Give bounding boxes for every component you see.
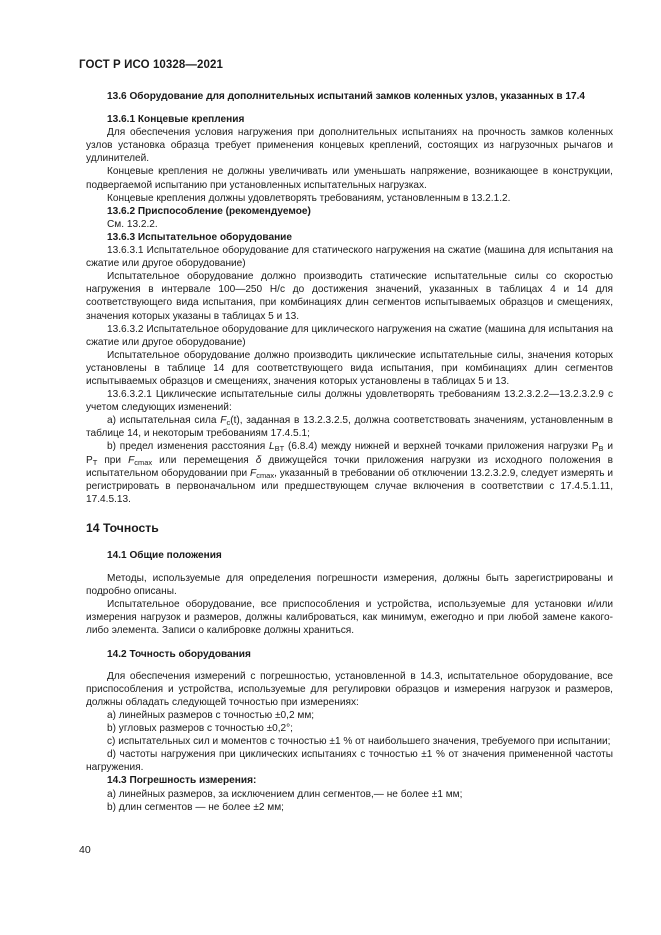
paragraph: Для обеспечения измерений с погрешностью, установленной в 14.3, испытательное оборудование, все приспособления и устройства, используемые для регулировки образцов и измерения нагрузок и размеров, должны обладать следующей точностью при измерениях: <box>86 670 613 708</box>
list-item: b) длин сегментов — не более ±2 мм; <box>107 801 284 813</box>
subsection-13-6-2-heading: 13.6.2 Приспособление (рекомендуемое) <box>107 205 311 217</box>
page-number: 40 <box>79 844 91 856</box>
list-item: с) испытательных сил и моментов с точностью ±1 % от наибольшего значения, требуемого при испытании; <box>107 736 611 748</box>
document-header: ГОСТ Р ИСО 10328—2021 <box>79 59 224 71</box>
section-13-6-heading: 13.6 Оборудование для дополнительных испытаний замков коленных узлов, указанных в 17.4 <box>107 91 586 102</box>
paragraph: Испытательное оборудование должно производить статические испытательные силы со скоростью нагружения в интервале 100—250 Н/с до достижения значений, указанных в таблицах 4 и 14 для соответствующего вида испытания, при комбинациях длин сегментов испытываемых образцов и смещениях, значения которых указаны в таблицах 5 и 13. <box>86 271 613 322</box>
list-item: d) частоты нагружения при циклических испытаниях с точностью ±1 % от значения примененной частоты нагружения. <box>86 749 613 774</box>
paragraph: Концевые крепления не должны увеличивать или уменьшать напряжение, возникающее в конструкции, подвергаемой испытанию при установленных испытательных нагрузках. <box>86 166 613 191</box>
subsection-14-2-heading: 14.2 Точность оборудования <box>107 648 251 660</box>
paragraph: Для обеспечения условия нагружения при дополнительных испытаниях на прочность замков коленных узлов установка образца требует применения концевых креплений, состоящих из нагрузочных рычагов и удлинителей. <box>86 127 613 165</box>
paragraph: Концевые крепления должны удовлетворять требованиям, установленным в 13.2.1.2. <box>107 192 511 204</box>
list-item: b) угловых размеров с точностью ±0,2°; <box>107 723 293 735</box>
paragraph: Испытательное оборудование, все приспособления и устройства, используемые для установки и/или измерения нагрузок и размеров, должны калиброваться, как минимум, ежегодно и при любой замене какого-либо элемента. Записи о калибровке должны храниться. <box>86 599 613 637</box>
subsection-13-6-1-heading: 13.6.1 Концевые крепления <box>107 114 245 126</box>
paragraph: Методы, используемые для определения погрешности измерения, должны быть зарегистрированы и подробно описаны. <box>86 573 613 598</box>
paragraph: 13.6.3.2 Испытательное оборудование для циклического нагружения на сжатие (машина для испытания на сжатие или другое оборудование) <box>86 323 613 348</box>
list-item-a: а) испытательная сила $F_c(t)$, заданная в 13.2.3.2.5, должна соответствовать значениям, установленным в таблице 14, и некоторым требованиям 17.4.5.1; <box>86 415 613 440</box>
paragraph: 13.6.3.2.1 Циклические испытательные силы должны удовлетворять требованиям 13.2.3.2.2—13.2.3.2.9 с учетом следующих изменений: <box>86 389 613 414</box>
document-body <box>86 90 613 814</box>
subsection-14-1-heading: 14.1 Общие положения <box>107 550 222 561</box>
section-14-heading: 14 Точность <box>86 520 159 535</box>
paragraph: Испытательное оборудование должно производить циклические испытательные силы, значения которых установлены в таблице 14 для соответствующего вида испытания, при комбинациях длин сегментов испытываемых образцов и смещениях, значения которых установлены в таблицах 5 и 13. <box>86 349 613 387</box>
list-item: а) линейных размеров, за исключением длин сегментов,— не более ±1 мм; <box>107 788 463 800</box>
subsection-13-6-3-heading: 13.6.3 Испытательное оборудование <box>107 231 292 243</box>
subsection-14-3-heading: 14.3 Погрешность измерения: <box>107 775 257 787</box>
list-item-b: b) предел изменения расстояния $L_{BT}$ (6.8.4) между нижней и верхней точками приложения нагрузки $P_B$ и $P_T$ при $F_{cmax}$ или перемещения δ движущейся точки приложения нагрузки из исходного положения в испытательном оборудовании при $F_{cmax}$, указанный в требовании об отключении 13.2.3.2.9, следует измерять и регистрировать в первоначальном или предшествующем случае включения в соответствии с 17.4.5.1.11, 17.4.5.13. <box>86 441 613 505</box>
paragraph: См. 13.2.2. <box>107 218 158 230</box>
list-item: а) линейных размеров с точностью ±0,2 мм; <box>107 709 315 721</box>
paragraph: 13.6.3.1 Испытательное оборудование для статического нагружения на сжатие (машина для испытания на сжатие или другое оборудование) <box>86 245 613 270</box>
